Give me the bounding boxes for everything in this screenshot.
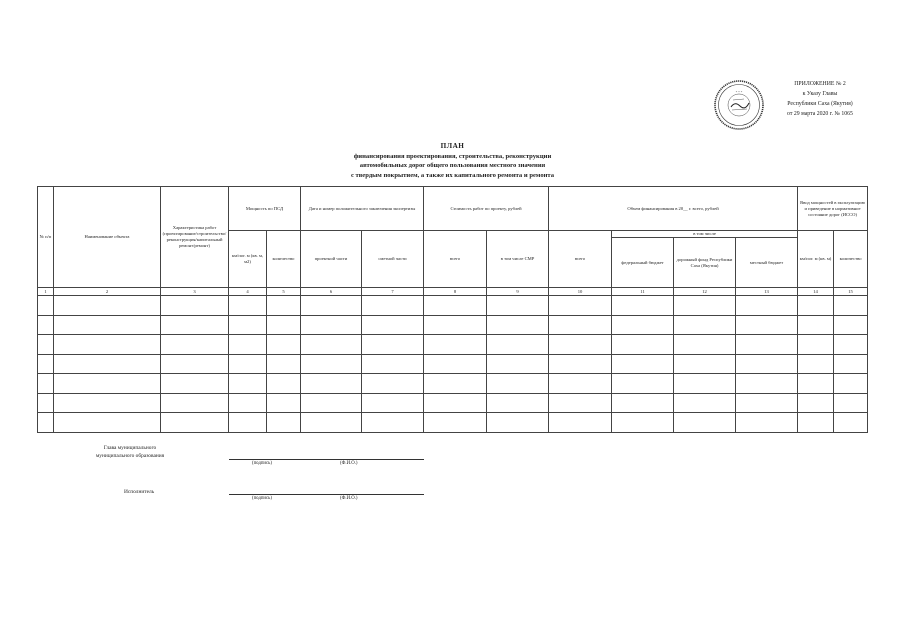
table-cell [674, 374, 736, 394]
table-cell [161, 315, 229, 335]
table-cell [612, 315, 674, 335]
appendix-line-1: ПРИЛОЖЕНИЕ № 2 [794, 81, 846, 87]
table-cell [736, 354, 798, 374]
table-cell [38, 296, 54, 316]
table-cell [424, 354, 487, 374]
table-cell [487, 393, 549, 413]
col-number: 8 [424, 288, 487, 296]
title-line-3: с твердым покрытием, а также их капитального ремонта и ремонта [350, 171, 555, 179]
table-cell [424, 315, 487, 335]
executor-sign-hint: (подпись) [252, 496, 272, 501]
table-cell [798, 393, 834, 413]
table-cell [301, 374, 362, 394]
table-cell [362, 374, 424, 394]
table-cell [549, 354, 612, 374]
table-cell [736, 315, 798, 335]
table-cell [549, 335, 612, 355]
table-cell [612, 374, 674, 394]
header-num: № п/п [38, 187, 54, 288]
header-name: Наименование объекта [54, 187, 161, 288]
table-cell [362, 335, 424, 355]
col-number: 2 [54, 288, 161, 296]
header-funding-total: всего [549, 231, 612, 288]
table-cell [161, 413, 229, 433]
header-cost-smr: в том числе СМР [487, 231, 549, 288]
document-title [200, 142, 705, 180]
head-signature-label [80, 444, 180, 460]
table-cell [161, 393, 229, 413]
header-funding-road: дорожный фонд Республики Саха (Якутия) [674, 238, 736, 288]
table-cell [798, 413, 834, 433]
header-cost-total: всего [424, 231, 487, 288]
table-cell [549, 393, 612, 413]
header-commissioning: Ввод мощностей в эксплуатацию и приведение в нормативное состояние дорог (ИССО) [798, 187, 868, 231]
table-cell [267, 296, 301, 316]
header-funding-federal: федеральный бюджет [612, 238, 674, 288]
header-funding: Объем финансирования в 20__ г. всего, рублей [549, 187, 798, 231]
title-line-1: финансирования проектирования, строительства, реконструкции [353, 152, 552, 160]
table-cell [424, 296, 487, 316]
table-cell [549, 413, 612, 433]
header-comm-qty: количество [834, 231, 868, 288]
table-cell [736, 393, 798, 413]
table-cell [798, 315, 834, 335]
table-cell [301, 393, 362, 413]
table-cell [362, 296, 424, 316]
table-cell [674, 315, 736, 335]
table-cell [301, 335, 362, 355]
table-cell [267, 374, 301, 394]
header-cost: Стоимость работ по проекту, рублей [424, 187, 549, 231]
table-cell [798, 374, 834, 394]
table-cell [549, 296, 612, 316]
table-cell [229, 413, 267, 433]
table-cell [736, 374, 798, 394]
table-cell [54, 393, 161, 413]
table-cell [229, 374, 267, 394]
svg-text:* * *: * * * [735, 90, 743, 94]
table-cell [301, 296, 362, 316]
table-cell [674, 335, 736, 355]
table-cell [549, 374, 612, 394]
header-funding-incl: в том числе [612, 231, 798, 238]
table-cell [424, 393, 487, 413]
table-cell [54, 413, 161, 433]
table-row [38, 335, 868, 355]
table-cell [674, 296, 736, 316]
table-cell [798, 335, 834, 355]
table-cell [267, 335, 301, 355]
table-cell [161, 354, 229, 374]
table-cell [736, 296, 798, 316]
table-cell [54, 354, 161, 374]
table-row [38, 393, 868, 413]
table-cell [736, 335, 798, 355]
table-cell [54, 315, 161, 335]
table-cell [54, 296, 161, 316]
table-cell [301, 315, 362, 335]
col-number: 13 [736, 288, 798, 296]
table-cell [487, 374, 549, 394]
table-cell [798, 354, 834, 374]
head-label-line-1: Глава муниципального [103, 445, 157, 451]
table-cell [736, 413, 798, 433]
table-cell [301, 354, 362, 374]
executor-signature-line [229, 494, 424, 495]
head-label-line-2: муниципального образования [95, 453, 165, 459]
table-cell [38, 413, 54, 433]
col-number: 9 [487, 288, 549, 296]
header-expertise-design: проектной части [301, 231, 362, 288]
header-funding-local: местный бюджет [736, 238, 798, 288]
table-cell [612, 393, 674, 413]
header-capacity-km: км/пог. м (кв. м, м2) [229, 231, 267, 288]
table-cell [674, 413, 736, 433]
table-cell [38, 335, 54, 355]
table-cell [229, 315, 267, 335]
table-cell [674, 354, 736, 374]
table-row [38, 413, 868, 433]
header-characteristic: Характеристика работ (проектирование/строительство/реконструкция/капитальный ремонт/ремонт) [161, 187, 229, 288]
table-cell [362, 354, 424, 374]
table-row [38, 374, 868, 394]
table-cell [38, 354, 54, 374]
table-cell [549, 315, 612, 335]
table-cell [161, 296, 229, 316]
col-number: 1 [38, 288, 54, 296]
table-cell [612, 413, 674, 433]
table-cell [612, 296, 674, 316]
executor-fio-hint: (Ф.И.О.) [340, 496, 358, 501]
table-cell [612, 354, 674, 374]
table-cell [487, 335, 549, 355]
header-comm-km: км/пог. м (кв. м) [798, 231, 834, 288]
col-number: 10 [549, 288, 612, 296]
table-cell [487, 315, 549, 335]
table-cell [301, 413, 362, 433]
table-cell [674, 393, 736, 413]
col-number: 14 [798, 288, 834, 296]
table-cell [424, 335, 487, 355]
table-row [38, 296, 868, 316]
col-number: 6 [301, 288, 362, 296]
table-cell [38, 393, 54, 413]
table-cell [161, 374, 229, 394]
table-cell [834, 296, 868, 316]
table-cell [487, 296, 549, 316]
official-seal-icon [713, 79, 765, 131]
table-cell [362, 413, 424, 433]
table-cell [161, 335, 229, 355]
table-cell [267, 413, 301, 433]
title-main: ПЛАН [440, 142, 465, 150]
table-cell [229, 296, 267, 316]
col-number: 7 [362, 288, 424, 296]
col-number: 4 [229, 288, 267, 296]
table-cell [54, 335, 161, 355]
table-cell [834, 413, 868, 433]
col-number: 12 [674, 288, 736, 296]
table-cell [38, 374, 54, 394]
table-row [38, 315, 868, 335]
header-capacity: Мощность по ПСД [229, 187, 301, 231]
table-cell [834, 354, 868, 374]
table-cell [424, 374, 487, 394]
table-cell [362, 393, 424, 413]
appendix-line-2: к Указу Главы [802, 91, 838, 97]
table-cell [267, 315, 301, 335]
appendix-note [765, 79, 875, 119]
table-cell [362, 315, 424, 335]
table-cell [834, 374, 868, 394]
table-cell [229, 354, 267, 374]
table-cell [487, 413, 549, 433]
table-row [38, 354, 868, 374]
head-fio-hint: (Ф.И.О.) [340, 461, 358, 466]
appendix-line-3: Республики Саха (Якутия) [787, 101, 853, 107]
col-number: 11 [612, 288, 674, 296]
table-cell [834, 315, 868, 335]
col-number: 5 [267, 288, 301, 296]
table-cell [798, 296, 834, 316]
executor-label: Исполнитель [124, 489, 155, 495]
table-cell [267, 393, 301, 413]
head-sign-hint: (подпись) [252, 461, 272, 466]
table-cell [229, 335, 267, 355]
header-capacity-qty: количество [267, 231, 301, 288]
header-expertise: Дата и номер положительного заключения экспертизы [301, 187, 424, 231]
table-cell [229, 393, 267, 413]
head-signature-line [229, 459, 424, 460]
table-cell [54, 374, 161, 394]
table-cell [834, 393, 868, 413]
appendix-line-4: от 29 марта 2020 г. № 1065 [787, 111, 853, 117]
table-cell [487, 354, 549, 374]
col-number: 3 [161, 288, 229, 296]
table-cell [38, 315, 54, 335]
col-number: 15 [834, 288, 868, 296]
table-cell [267, 354, 301, 374]
funding-plan-table [37, 186, 868, 433]
header-expertise-estimate: сметной части [362, 231, 424, 288]
table-cell [612, 335, 674, 355]
table-cell [424, 413, 487, 433]
table-cell [834, 335, 868, 355]
column-numbers-row [38, 288, 868, 296]
title-line-2: автомобильных дорог общего пользования местного значения [359, 162, 546, 170]
